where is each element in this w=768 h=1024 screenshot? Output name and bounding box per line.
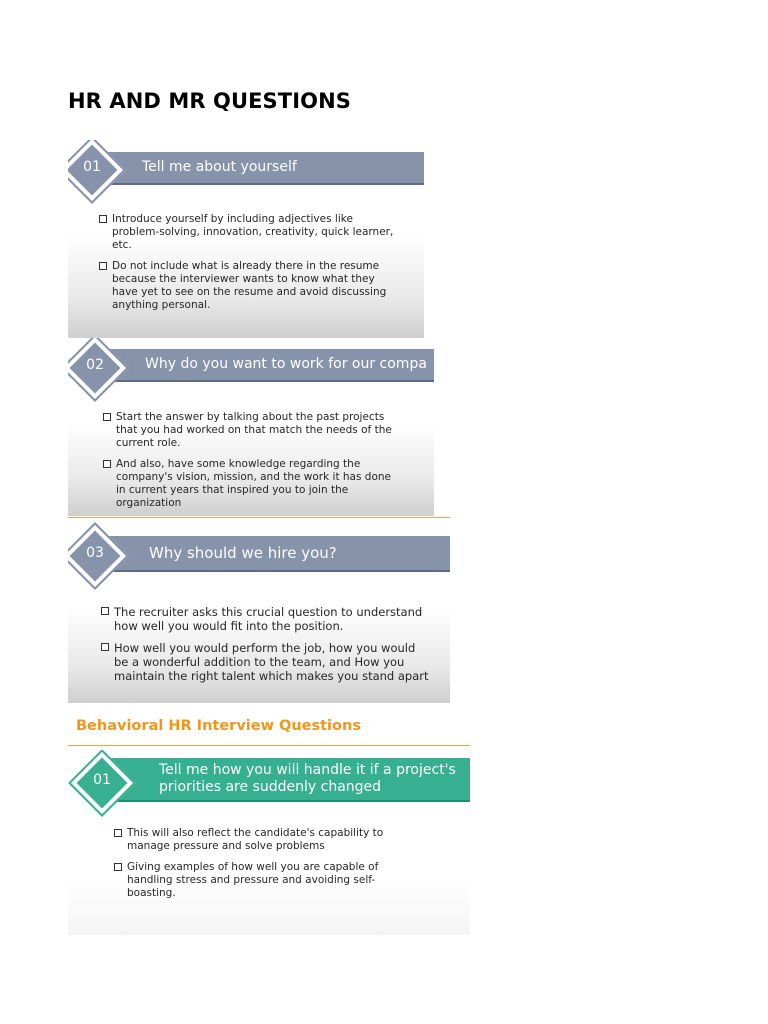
- list-item: [114, 827, 404, 853]
- list-item-text: Start the answer by talking about the past projects that you had worked on that match the needs of the current role.: [116, 411, 392, 449]
- behavioral-card: [68, 750, 470, 935]
- question-banner: [108, 152, 424, 185]
- answer-list: [101, 605, 431, 691]
- list-item-text: The recruiter asks this crucial question to understand how well you would fit into the position.: [114, 605, 423, 633]
- question-number: 01: [93, 772, 111, 788]
- question-number: 01: [83, 159, 101, 175]
- list-item-text: Giving examples of how well you are capable of handling stress and pressure and avoiding self-boasting.: [127, 861, 379, 899]
- question-banner: [108, 349, 434, 382]
- list-item-text: This will also reflect the candidate's capability to manage pressure and solve problems: [127, 827, 384, 852]
- question-number: 02: [86, 357, 104, 373]
- answer-list: [114, 827, 404, 908]
- question-number: 03: [86, 545, 104, 561]
- list-item-text: How well you would perform the job, how you would be a wonderful addition to the team, and How you maintain the right talent which makes you stand apart: [114, 641, 429, 683]
- section-divider: [68, 517, 450, 518]
- checkbox-bullet-icon: [99, 215, 107, 223]
- question-card-3: [68, 520, 450, 703]
- question-card-1: [68, 140, 424, 338]
- list-item-text: And also, have some knowledge regarding the company's vision, mission, and the work it has done in current years that inspired you to join the organization: [116, 458, 391, 509]
- question-text-line-2: priorities are suddenly changed: [159, 779, 382, 795]
- list-item: [114, 861, 404, 900]
- list-item: [101, 605, 431, 633]
- question-text: Why do you want to work for our compa: [145, 356, 427, 372]
- question-text: Why should we hire you?: [149, 543, 337, 562]
- answer-list: [103, 411, 403, 516]
- checkbox-bullet-icon: [103, 460, 111, 468]
- list-item-text: Introduce yourself by including adjectives like problem-solving, innovation, creativity, quick learner, etc.: [112, 213, 394, 251]
- checkbox-bullet-icon: [103, 413, 111, 421]
- checkbox-bullet-icon: [101, 643, 109, 651]
- question-banner: [108, 758, 470, 802]
- checkbox-bullet-icon: [114, 829, 122, 837]
- list-item: [103, 411, 403, 450]
- answer-list: [99, 213, 399, 320]
- list-item: [103, 458, 403, 510]
- checkbox-bullet-icon: [99, 262, 107, 270]
- page-title: HR AND MR QUESTIONS: [68, 89, 351, 113]
- question-card-2: [68, 338, 434, 516]
- list-item: [101, 641, 431, 683]
- question-text: Tell me about yourself: [142, 159, 297, 175]
- list-item: [99, 213, 399, 252]
- list-item-text: Do not include what is already there in the resume because the interviewer wants to know what they have yet to see on the resume and avoid discussing anything personal.: [112, 260, 387, 311]
- checkbox-bullet-icon: [101, 607, 109, 615]
- question-text-line-1: Tell me how you will handle it if a project's: [159, 762, 456, 778]
- section-divider: [68, 745, 470, 746]
- checkbox-bullet-icon: [114, 863, 122, 871]
- question-banner: [108, 536, 450, 572]
- section-heading: Behavioral HR Interview Questions: [76, 718, 361, 734]
- list-item: [99, 260, 399, 312]
